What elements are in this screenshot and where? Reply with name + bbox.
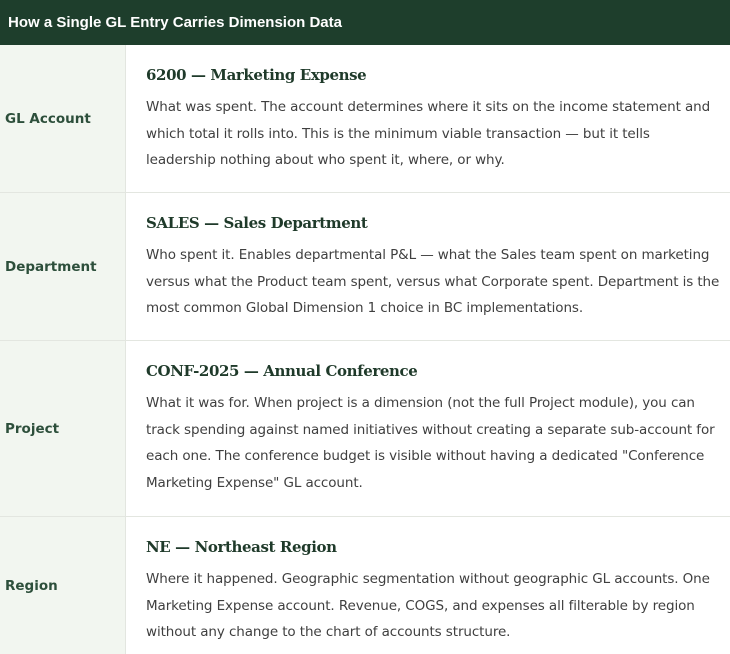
row-content (126, 193, 730, 340)
row-description: What it was for. When project is a dimension (not the full Project module), you can track spending against named initiatives without creating a separate sub-account for each one. The conference budget is visible without having a dedicated "Conference Marketing Expense" GL account. (146, 395, 715, 491)
row-label: GL Account (0, 45, 126, 192)
table-header: How a Single GL Entry Carries Dimension Data (0, 0, 730, 45)
table-row-project (0, 341, 730, 517)
table-row-gl-account (0, 45, 730, 193)
row-content (126, 341, 730, 516)
table-row-region (0, 517, 730, 654)
row-label: Department (0, 193, 126, 340)
row-description: What was spent. The account determines where it sits on the income statement and which total it rolls into. This is the minimum viable transaction — but it tells leadership nothing about who spent it, where, or why. (146, 99, 711, 168)
row-title: 6200 — Marketing Expense (146, 66, 367, 84)
row-description: Where it happened. Geographic segmentation without geographic GL accounts. One Marketing Expense account. Revenue, COGS, and expenses all filterable by region without any change to the chart of accounts structure. (146, 571, 710, 640)
table-row-department (0, 193, 730, 341)
row-content (126, 517, 730, 654)
row-content (126, 45, 730, 192)
row-label: Region (0, 517, 126, 654)
row-description: Who spent it. Enables departmental P&L — what the Sales team spent on marketing versus what the Product team spent, versus what Corporate spent. Department is the most common Global Dimension 1 choice in BC implementations. (146, 247, 720, 316)
row-title: NE — Northeast Region (146, 538, 337, 556)
row-title: SALES — Sales Department (146, 214, 368, 232)
row-label: Project (0, 341, 126, 516)
row-title: CONF-2025 — Annual Conference (146, 362, 418, 380)
